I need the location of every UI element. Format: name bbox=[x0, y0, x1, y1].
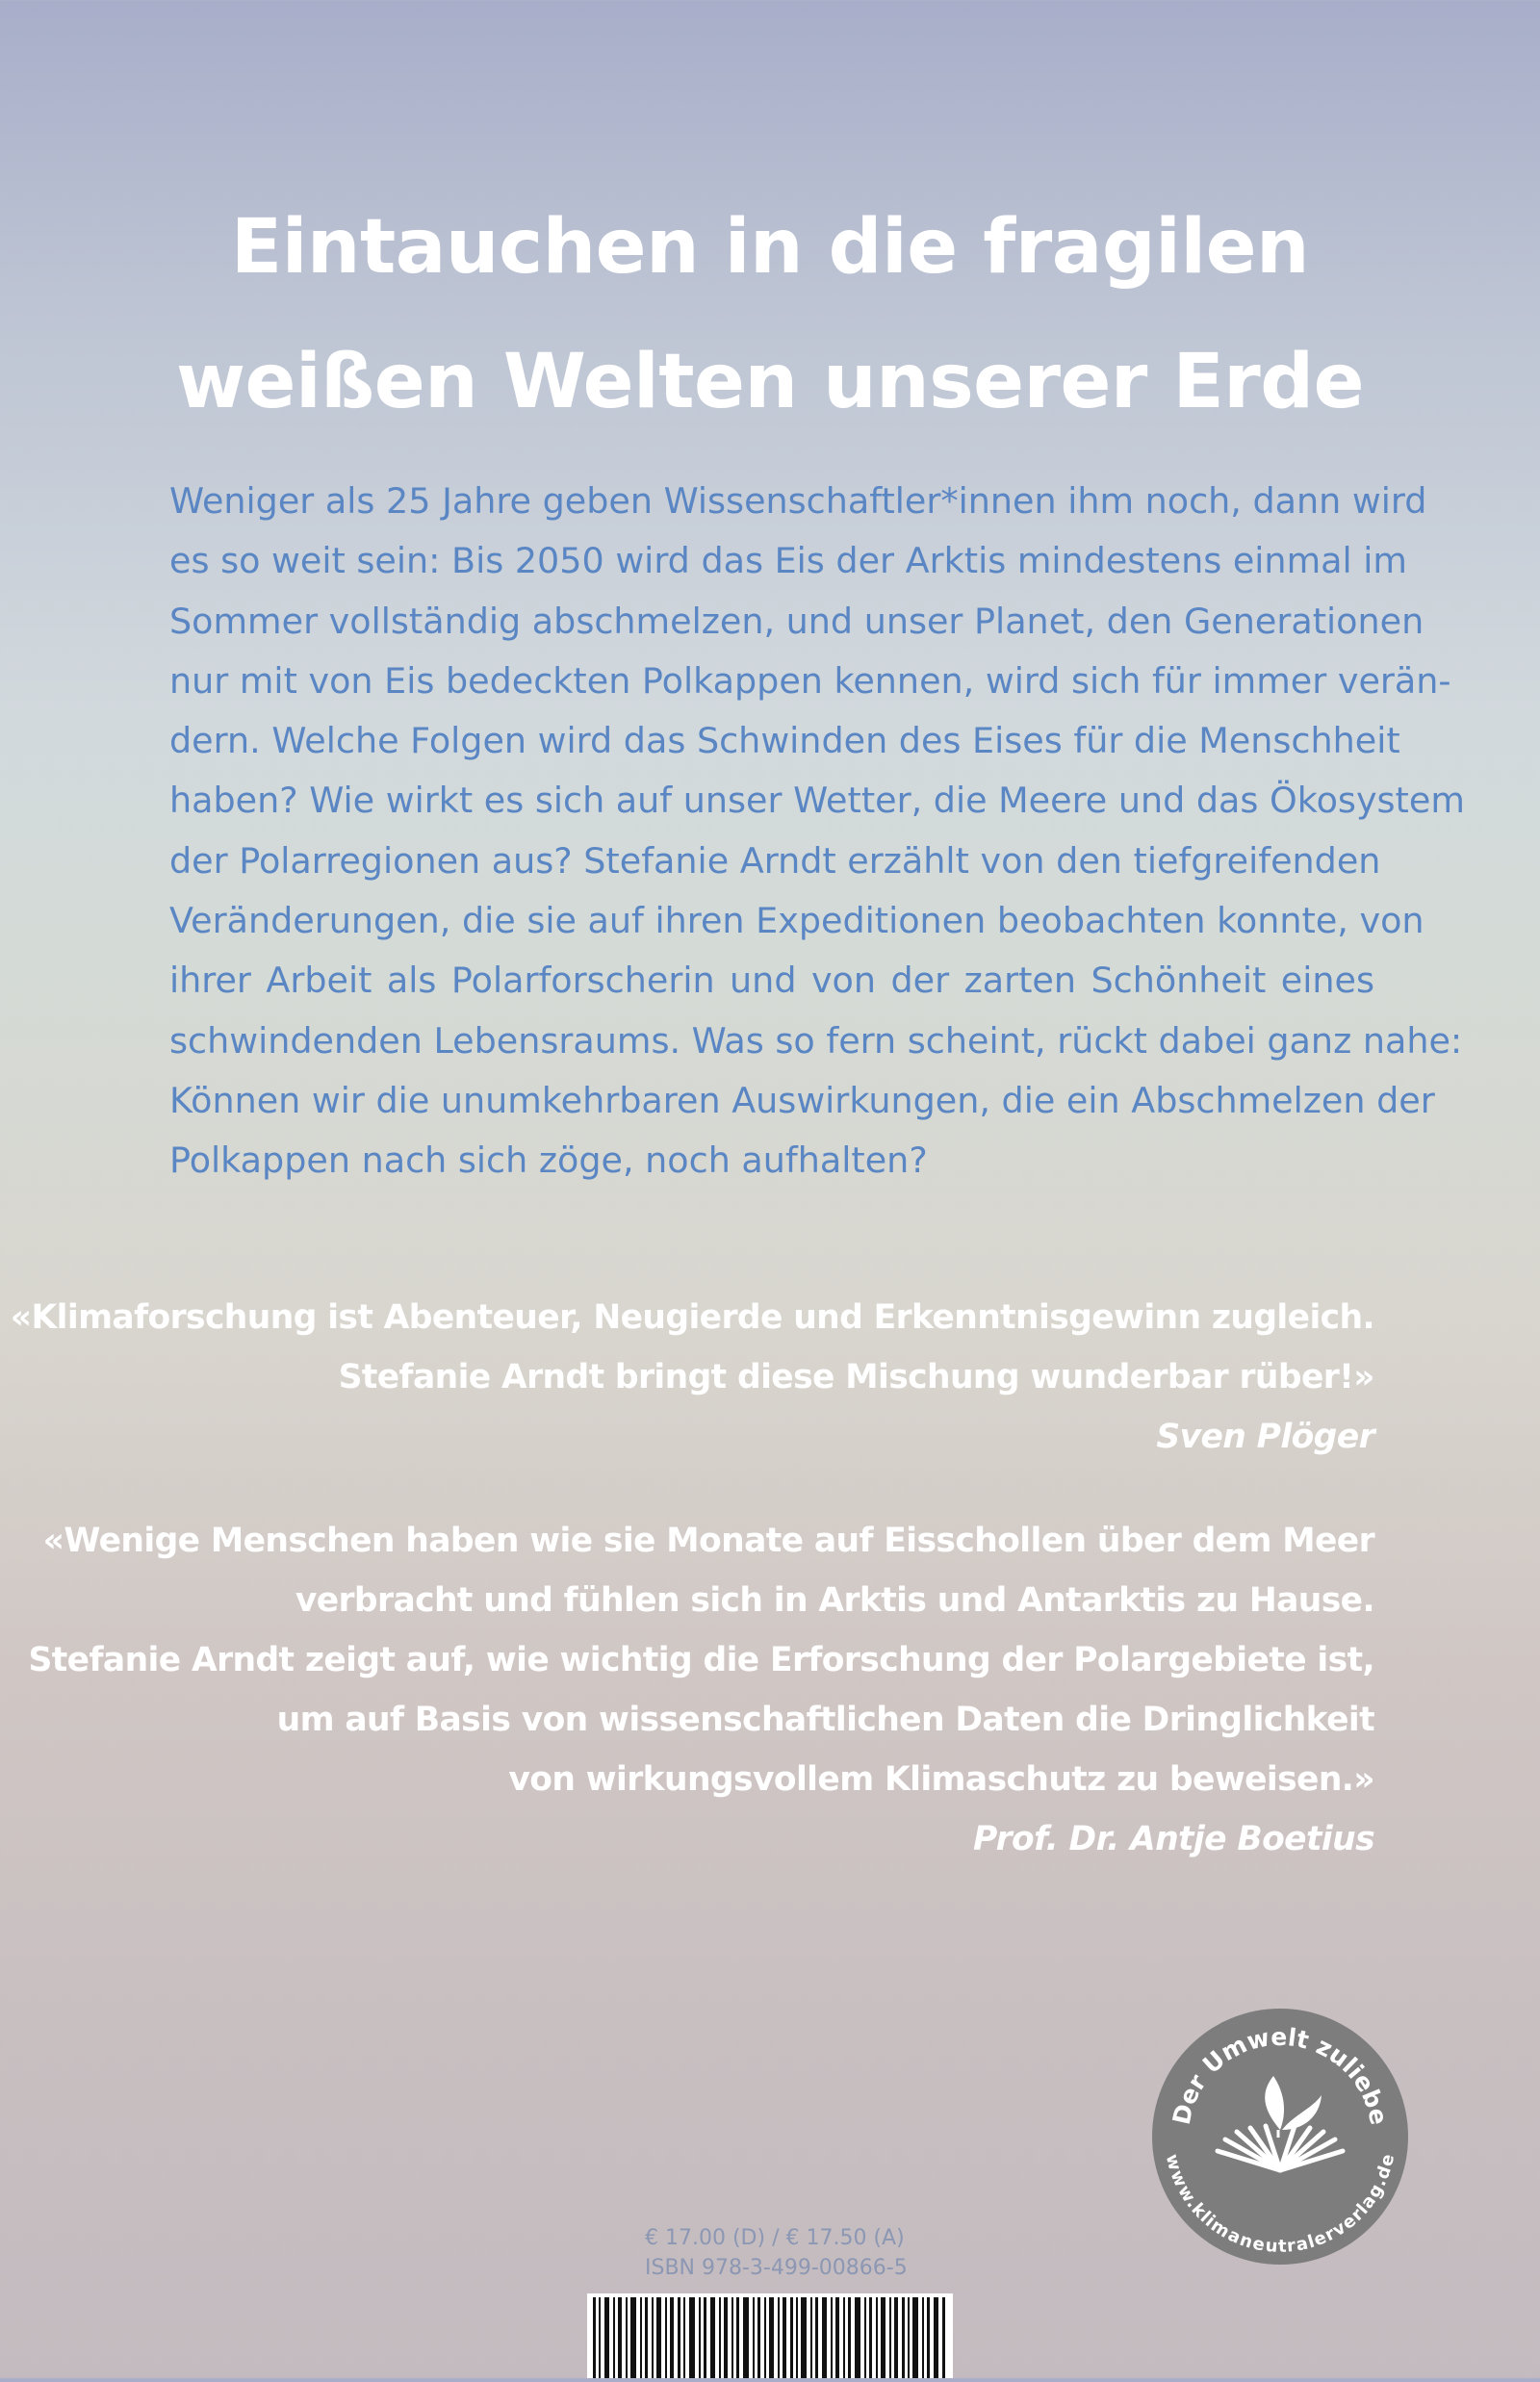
isbn-text: ISBN 978-3-499-00866-5 bbox=[645, 2256, 908, 2280]
headline bbox=[0, 180, 1540, 449]
barcode bbox=[587, 2293, 953, 2378]
badge-bottom-text: www.klimaneutralerverlag.de bbox=[1161, 2152, 1399, 2257]
blurb-line: Polkappen nach sich zöge, noch aufhalten? bbox=[169, 1140, 928, 1182]
quote-line: um auf Basis von wissenschaftlichen Daten die Dringlichkeit bbox=[276, 1701, 1374, 1739]
blurb-line: Sommer vollständig abschmelzen, und unser Planet, den Generationen bbox=[169, 600, 1424, 642]
quote-author: Prof. Dr. Antje Boetius bbox=[972, 1820, 1374, 1858]
blurb-line: Weniger als 25 Jahre geben Wissenschaftler*innen ihm noch, dann wird bbox=[169, 480, 1427, 522]
blurb-line: Veränderungen, die sie auf ihren Expeditionen beobachten konnte, von bbox=[169, 900, 1424, 942]
barcode-bars bbox=[587, 2293, 953, 2378]
blurb-text bbox=[169, 472, 1465, 1191]
badge-graphic bbox=[1150, 2007, 1410, 2267]
headline-line-2: weißen Welten unserer Erde bbox=[175, 339, 1364, 426]
headline-line-1: Eintauchen in die fragilen bbox=[230, 204, 1310, 292]
blurb-line: der Polarregionen aus? Stefanie Arndt erzählt von den tiefgreifenden bbox=[169, 839, 1381, 882]
climate-neutral-badge bbox=[1150, 2007, 1410, 2267]
blurb-line: haben? Wie wirkt es sich auf unser Wetter, die Meere und das Ökosystem bbox=[169, 780, 1465, 822]
quote-author: Sven Plöger bbox=[1156, 1418, 1374, 1456]
price-text: € 17.00 (D) / € 17.50 (A) bbox=[645, 2226, 905, 2250]
quote-boetius bbox=[29, 1511, 1374, 1869]
blurb-line: nur mit von Eis bedeckten Polkappen kennen, wird sich für immer verän- bbox=[169, 659, 1451, 702]
blurb-line: dern. Welche Folgen wird das Schwinden des Eises für die Menschheit bbox=[169, 720, 1400, 762]
quote-ploeger bbox=[11, 1288, 1374, 1467]
quote-line: «Wenige Menschen haben wie sie Monate auf Eisschollen über dem Meer bbox=[42, 1522, 1374, 1560]
price-block bbox=[645, 2223, 908, 2283]
quote-line: Stefanie Arndt zeigt auf, wie wichtig die Erforschung der Polargebiete ist, bbox=[28, 1641, 1374, 1679]
blurb-line: es so weit sein: Bis 2050 wird das Eis der Arktis mindestens einmal im bbox=[169, 540, 1407, 582]
quote-line: «Klimaforschung ist Abenteuer, Neugierde und Erkenntnisgewinn zugleich. bbox=[10, 1298, 1374, 1337]
quote-line: verbracht und fühlen sich in Arktis und Antarktis zu Hause. bbox=[295, 1581, 1374, 1620]
blurb-line: Können wir die unumkehrbaren Auswirkungen, die ein Abschmelzen der bbox=[169, 1079, 1435, 1121]
quote-line: von wirkungsvollem Klimaschutz zu beweisen.» bbox=[508, 1760, 1374, 1799]
blurb-line: schwindenden Lebensraums. Was so fern scheint, rückt dabei ganz nahe: bbox=[169, 1019, 1463, 1062]
blurb-line: ihrer Arbeit als Polarforscherin und von der zarten Schönheit eines bbox=[169, 960, 1374, 1002]
badge-top-text: Der Umwelt zuliebe bbox=[1167, 2022, 1394, 2128]
quote-line: Stefanie Arndt bringt diese Mischung wunderbar rüber!» bbox=[338, 1358, 1374, 1396]
